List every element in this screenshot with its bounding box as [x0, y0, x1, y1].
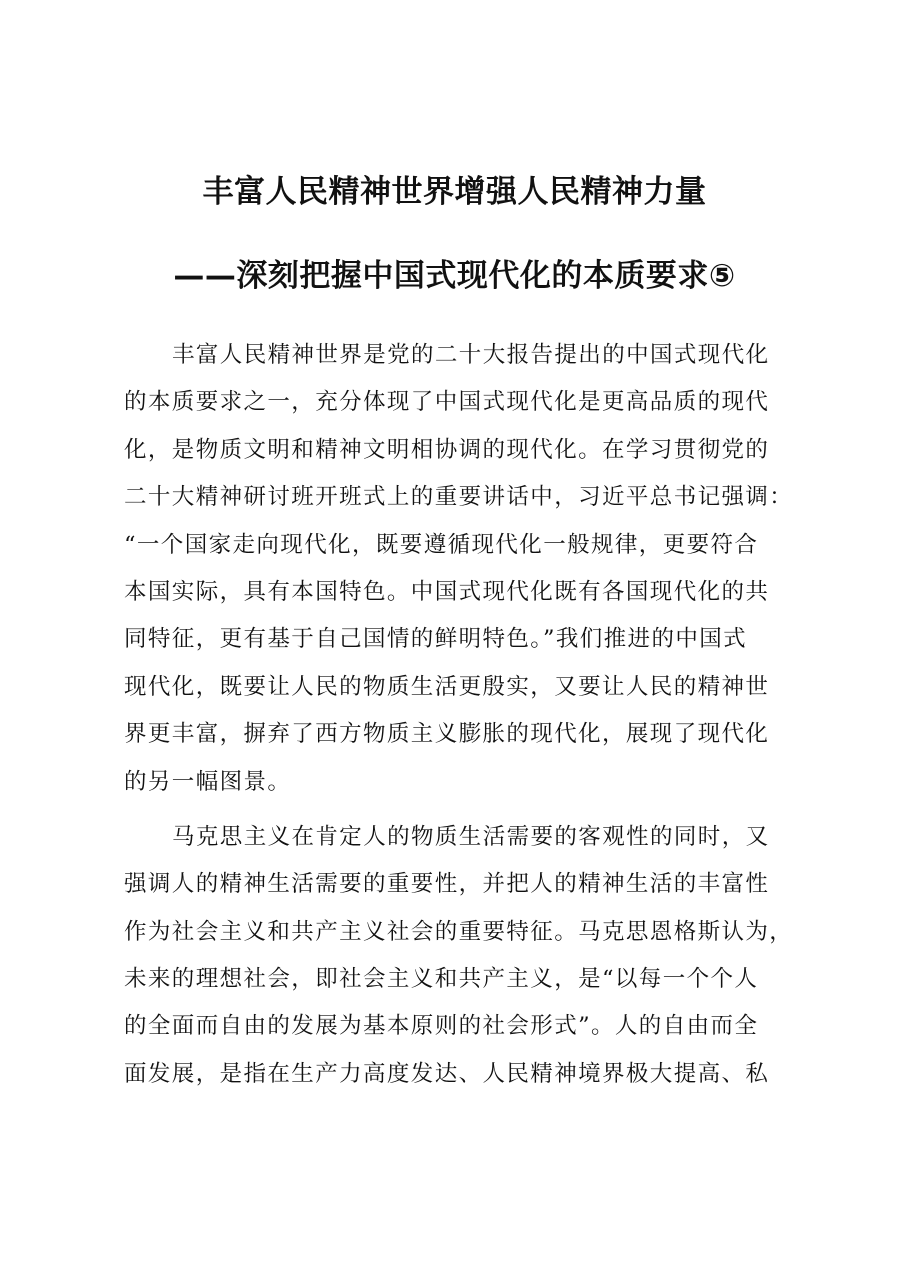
paragraph-line: 未来的理想社会，即社会主义和共产主义，是“以每一个个人	[124, 966, 759, 993]
paragraph-line: 作为社会主义和共产主义社会的重要特征。马克思恩格斯认为，	[124, 918, 794, 945]
paragraph-line: “一个国家走向现代化，既要遵循现代化一般规律，更要符合	[124, 531, 759, 558]
paragraph-line: 二十大精神研讨班开班式上的重要讲话中，习近平总书记强调：	[124, 484, 794, 511]
paragraph-line: 界更丰富，摒弃了西方物质主义膨胀的现代化，展现了现代化	[124, 721, 770, 748]
paragraph-1	[124, 332, 796, 806]
paragraph-line: 同特征，更有基于自己国情的鲜明特色。”我们推进的中国式	[124, 626, 748, 653]
paragraph-line: 丰富人民精神世界是党的二十大报告提出的中国式现代化	[172, 342, 770, 368]
paragraph-line: 现代化，既要让人民的物质生活更殷实，又要让人民的精神世	[124, 673, 770, 700]
paragraph-spacer	[124, 806, 796, 814]
paragraph-line: 的全面而自由的发展为基本原则的社会形式”。人的自由而全	[124, 1013, 759, 1040]
paragraph-line: 马克思主义在肯定人的物质生活需要的客观性的同时，又	[172, 823, 770, 850]
paragraph-line: 化，是物质文明和精神文明相协调的现代化。在学习贯彻党的	[124, 436, 770, 463]
paragraph-line: 强调人的精神生活需要的重要性，并把人的精神生活的丰富性	[124, 871, 770, 898]
paragraph-line: 的另一幅图景。	[124, 768, 292, 795]
paragraph-line: 本国实际，具有本国特色。中国式现代化既有各国现代化的共	[124, 578, 770, 605]
document-body	[124, 332, 796, 1098]
document-title: 丰富人民精神世界增强人民精神力量	[202, 174, 707, 210]
paragraph-line: 的本质要求之一，充分体现了中国式现代化是更高品质的现代	[124, 389, 770, 416]
paragraph-line: 面发展，是指在生产力高度发达、人民精神境界极大提高、私	[124, 1060, 770, 1087]
paragraph-2	[124, 814, 796, 1098]
document-subtitle: ——深刻把握中国式现代化的本质要求⑤	[173, 258, 736, 294]
